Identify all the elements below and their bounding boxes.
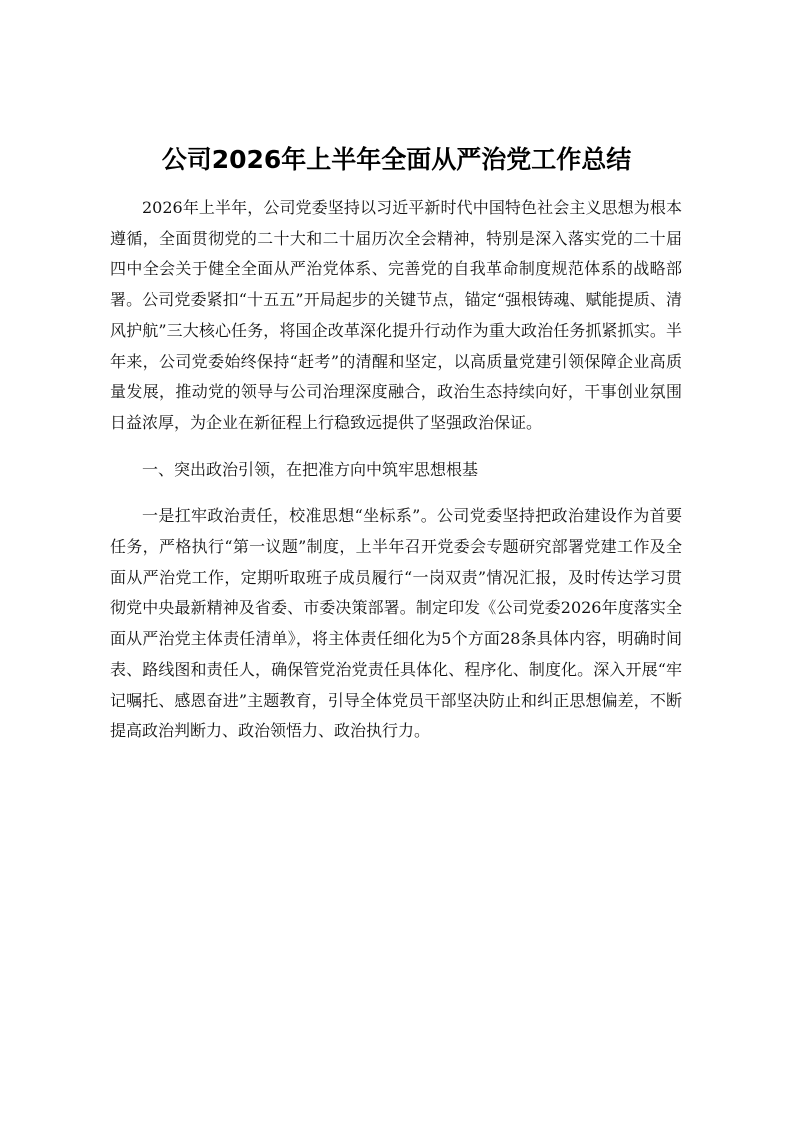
- document-title: 公司2026年上半年全面从严治党工作总结: [161, 145, 632, 174]
- section-paragraph: 一是扛牢政治责任，校准思想“坐标系”。公司党委坚持把政治建设作为首要任务，严格执行“第一议题”制度，上半年召开党委会专题研究部署党建工作及全面从严治党工作，定期听取班子成员履行“一岗双责”情况汇报，及时传达学习贯彻党中央最新精神及省委、市委决策部署。制定印发《公司党委2026年度落实全面从严治党主体责任清单》，将主体责任细化为5个方面28条具体内容，明确时间表、路线图和责任人，确保管党治党责任具体化、程序化、制度化。深入开展“牢记嘱托、感恩奋进”主题教育，引导全体党员干部坚决防止和纠正思想偏差，不断提高政治判断力、政治领悟力、政治执行力。: [110, 506, 682, 741]
- document-body: [110, 167, 682, 747]
- section-heading: 一、突出政治引领，在把准方向中筑牢思想根基: [142, 459, 479, 479]
- intro-paragraph: 2026年上半年，公司党委坚持以习近平新时代中国特色社会主义思想为根本遵循，全面贯彻党的二十大和二十届历次全会精神，特别是深入落实党的二十届四中全会关于健全全面从严治党体系、完善党的自我革命制度规范体系的战略部署。公司党委紧扣“十五五”开局起步的关键节点，锚定“强根铸魂、赋能提质、清风护航”三大核心任务，将国企改革深化提升行动作为重大政治任务抓紧抓实。半年来，公司党委始终保持“赶考”的清醒和坚定，以高质量党建引领保障企业高质量发展，推动党的领导与公司治理深度融合，政治生态持续向好，干事创业氛围日益浓厚，为企业在新征程上行稳致远提供了坚强政治保证。: [110, 198, 682, 432]
